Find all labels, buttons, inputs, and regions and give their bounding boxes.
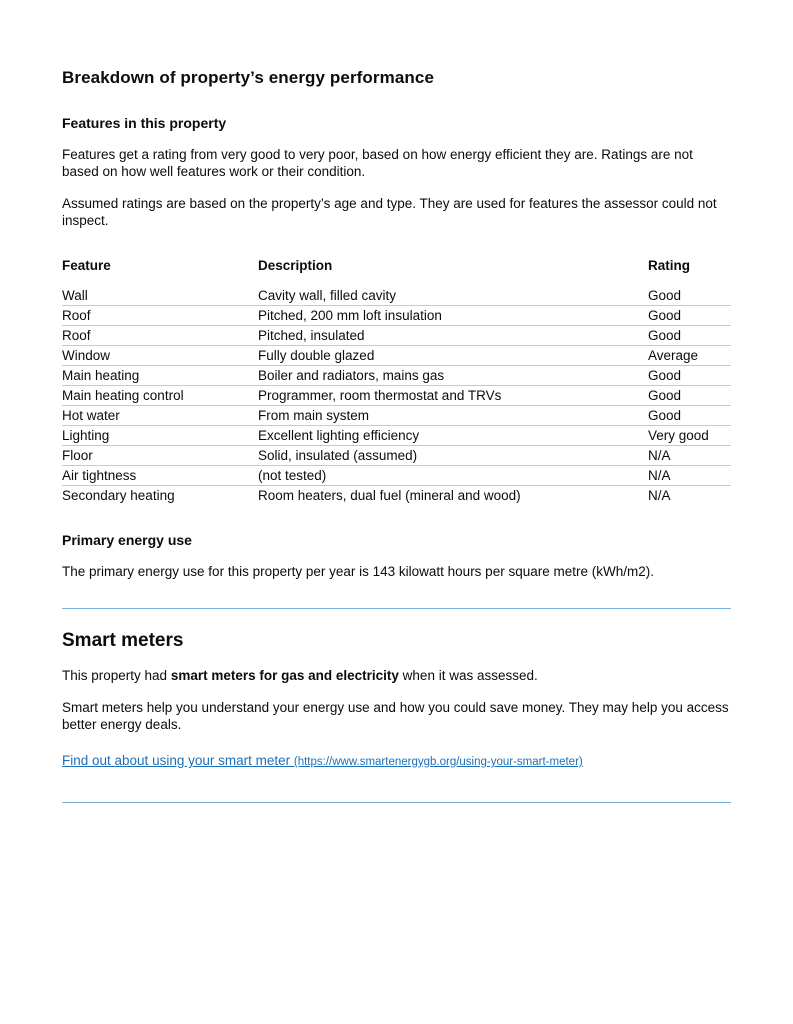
- description-cell: Boiler and radiators, mains gas: [258, 366, 648, 386]
- description-cell: Solid, insulated (assumed): [258, 446, 648, 466]
- table-row: [62, 386, 731, 406]
- features-table: [62, 258, 731, 505]
- features-intro-paragraph: Features get a rating from very good to very poor, based on how energy efficient they are. Ratings are not based on how well features work or their condition.: [62, 147, 693, 179]
- description-cell: Pitched, insulated: [258, 326, 648, 346]
- rating-cell: Good: [648, 326, 731, 346]
- table-row: [62, 446, 731, 466]
- table-row: [62, 486, 731, 506]
- smart-meter-link[interactable]: [62, 753, 583, 768]
- feature-cell: Roof: [62, 326, 258, 346]
- description-cell: Programmer, room thermostat and TRVs: [258, 386, 648, 406]
- rating-cell: N/A: [648, 466, 731, 486]
- feature-cell: Roof: [62, 306, 258, 326]
- description-cell: Cavity wall, filled cavity: [258, 286, 648, 306]
- description-cell: Excellent lighting efficiency: [258, 426, 648, 446]
- smart-meters-status-bold: smart meters for gas and electricity: [170, 668, 399, 683]
- rating-cell: Average: [648, 346, 731, 366]
- rating-cell: Good: [648, 306, 731, 326]
- section-divider: [62, 608, 731, 609]
- feature-cell: Wall: [62, 286, 258, 306]
- description-cell: Room heaters, dual fuel (mineral and wood): [258, 488, 521, 503]
- smart-meters-info-paragraph: Smart meters help you understand your energy use and how you could save money. They may help you access better energy deals.: [62, 700, 729, 732]
- table-row: [62, 426, 731, 446]
- smart-meter-link-row: [62, 752, 731, 770]
- smart-meters-status-paragraph: [62, 667, 731, 684]
- description-cell: Pitched, 200 mm loft insulation: [258, 306, 648, 326]
- description-cell: From main system: [258, 406, 648, 426]
- feature-cell: Main heating: [62, 366, 258, 386]
- table-row: [62, 306, 731, 326]
- page-title: Breakdown of property’s energy performance: [62, 68, 434, 87]
- table-row: [62, 346, 731, 366]
- table-row: [62, 286, 731, 306]
- table-row: [62, 406, 731, 426]
- description-column-header: Description: [258, 258, 333, 273]
- rating-cell: Good: [648, 406, 731, 426]
- feature-cell: Main heating control: [62, 386, 258, 406]
- features-section-heading: Features in this property: [62, 115, 227, 131]
- smart-meters-status-suffix: when it was assessed.: [398, 668, 538, 683]
- rating-cell: Very good: [648, 426, 731, 446]
- description-cell: Fully double glazed: [258, 346, 648, 366]
- smart-meters-status-prefix: This property had: [62, 668, 171, 683]
- primary-energy-paragraph: The primary energy use for this property per year is 143 kilowatt hours per square metre (kWh/m2).: [62, 564, 654, 579]
- table-row: [62, 466, 731, 486]
- rating-cell: Good: [648, 286, 731, 306]
- smart-meter-link-url: (https://www.smartenergygb.org/using-your-smart-meter): [293, 756, 583, 768]
- assumed-ratings-paragraph: Assumed ratings are based on the property’s age and type. They are used for features the assessor could not inspect.: [62, 196, 717, 228]
- feature-cell: Window: [62, 346, 258, 366]
- rating-cell: Good: [648, 366, 731, 386]
- section-divider-bottom: [62, 802, 731, 803]
- rating-column-header: Rating: [648, 258, 690, 273]
- smart-meters-heading: Smart meters: [62, 630, 184, 651]
- feature-cell: Hot water: [62, 406, 258, 426]
- features-table-body: [62, 286, 731, 505]
- rating-cell: N/A: [648, 488, 671, 503]
- features-table-header: [62, 258, 731, 286]
- smart-meter-link-label: Find out about using your smart meter: [62, 753, 294, 768]
- primary-energy-heading: Primary energy use: [62, 532, 192, 548]
- rating-cell: N/A: [648, 446, 731, 466]
- description-cell: (not tested): [258, 466, 648, 486]
- table-row: [62, 366, 731, 386]
- feature-cell: Floor: [62, 446, 258, 466]
- feature-cell: Air tightness: [62, 466, 258, 486]
- feature-cell: Secondary heating: [62, 488, 175, 503]
- rating-cell: Good: [648, 386, 731, 406]
- feature-cell: Lighting: [62, 426, 258, 446]
- feature-column-header: Feature: [62, 258, 111, 273]
- table-row: [62, 326, 731, 346]
